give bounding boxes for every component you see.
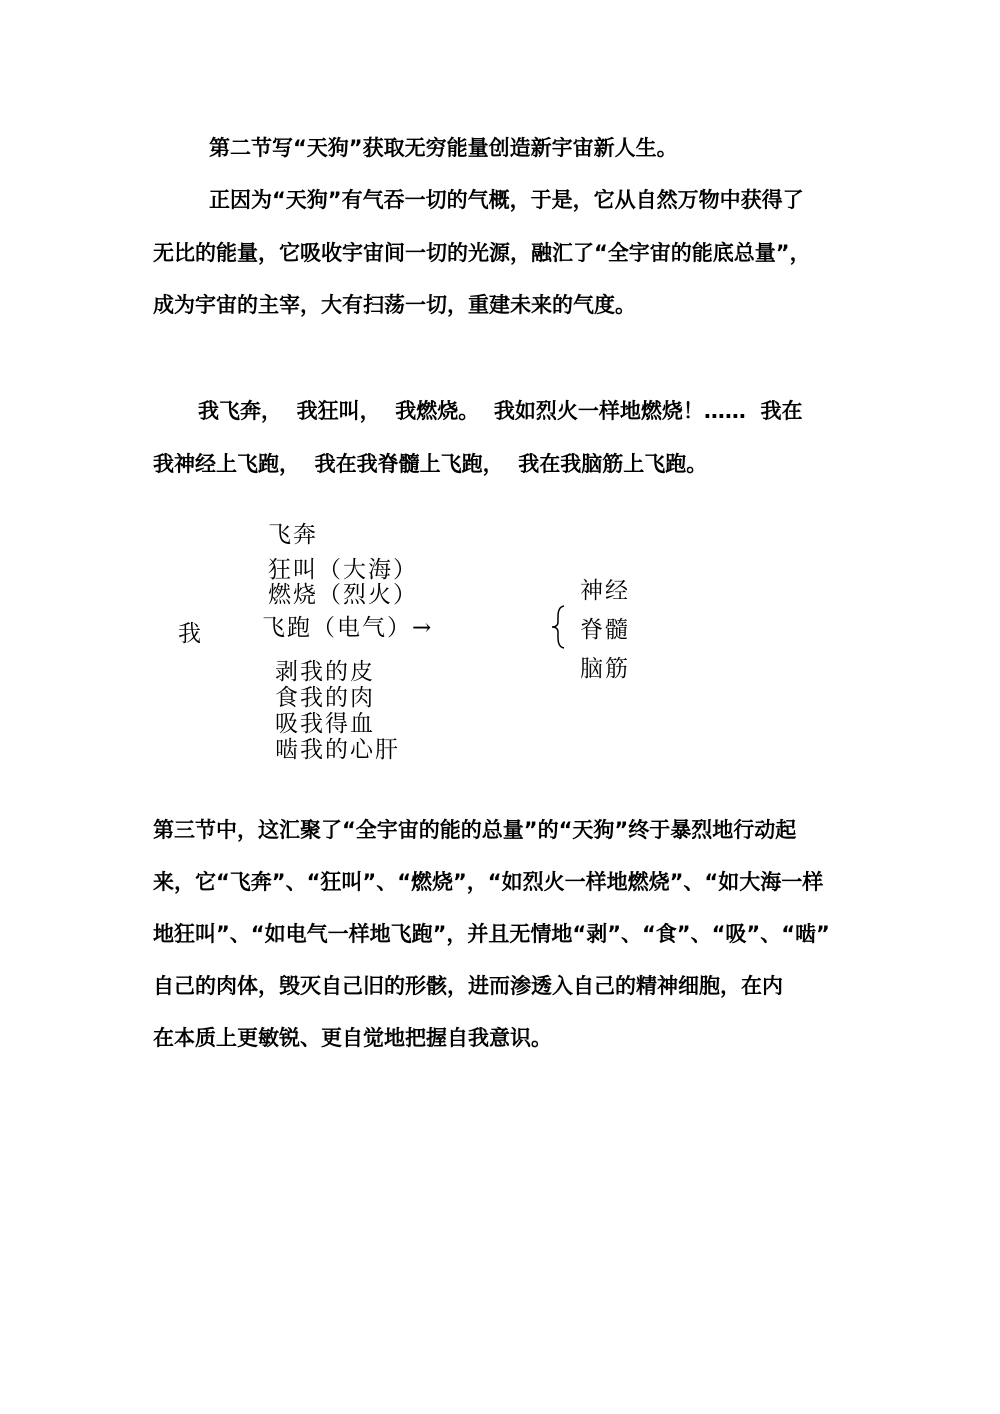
- section2-line-3: 成为宇宙的主宰，大有扫荡一切，重建未来的气度。: [153, 293, 636, 317]
- section2-line-2: 无比的能量，它吸收宇宙间一切的光源，融汇了“全宇宙的能底总量”，: [153, 241, 811, 265]
- quote-line-1: 我飞奔， 我狂叫， 我燃烧。 我如烈火一样地燃烧！…… 我在: [198, 399, 803, 423]
- section3-line-2: 来，它“飞奔”、“狂叫”、“燃烧”，“如烈火一样地燃烧”、“如大海一样: [153, 870, 824, 894]
- section3-line-4: 自己的肉体，毁灭自己旧的形骸，进而渗透入自己的精神细胞，在内: [153, 974, 783, 998]
- diagram-target-3: 脑筋: [580, 656, 630, 682]
- section2-line-1: 正因为“天狗”有气吞一切的气概，于是，它从自然万物中获得了: [209, 188, 804, 212]
- section3-line-1: 第三节中，这汇聚了“全宇宙的能的总量”的“天狗”终于暴烈地行动起: [153, 818, 797, 842]
- quote-line-2: 我神经上飞跑， 我在我脊髓上飞跑， 我在我脑筋上飞跑。: [153, 452, 708, 476]
- diagram-subject: 我: [178, 621, 203, 647]
- diagram-action-2: 狂叫（大海）: [268, 557, 418, 583]
- diagram-target-1: 神经: [580, 578, 630, 604]
- diagram-self-act-1: 剥我的皮: [275, 659, 375, 685]
- diagram-action-1: 飞奔: [268, 522, 318, 548]
- section2-heading: 第二节写“天狗”获取无穷能量创造新宇宙新人生。: [209, 136, 678, 160]
- curly-brace-icon: [548, 604, 568, 650]
- diagram-action-4: 飞跑（电气）→: [262, 615, 434, 641]
- diagram-target-2: 脊髓: [580, 617, 630, 643]
- diagram-self-act-2: 食我的肉: [275, 685, 375, 711]
- diagram-self-act-3: 吸我得血: [275, 711, 375, 737]
- diagram-action-3: 燃烧（烈火）: [268, 582, 418, 608]
- section3-line-3: 地狂叫”、“如电气一样地飞跑”，并且无情地“剥”、“食”、“吸”、“啮”: [153, 922, 830, 946]
- section3-line-5: 在本质上更敏锐、更自觉地把握自我意识。: [153, 1026, 552, 1050]
- diagram-self-act-4: 啮我的心肝: [275, 737, 400, 763]
